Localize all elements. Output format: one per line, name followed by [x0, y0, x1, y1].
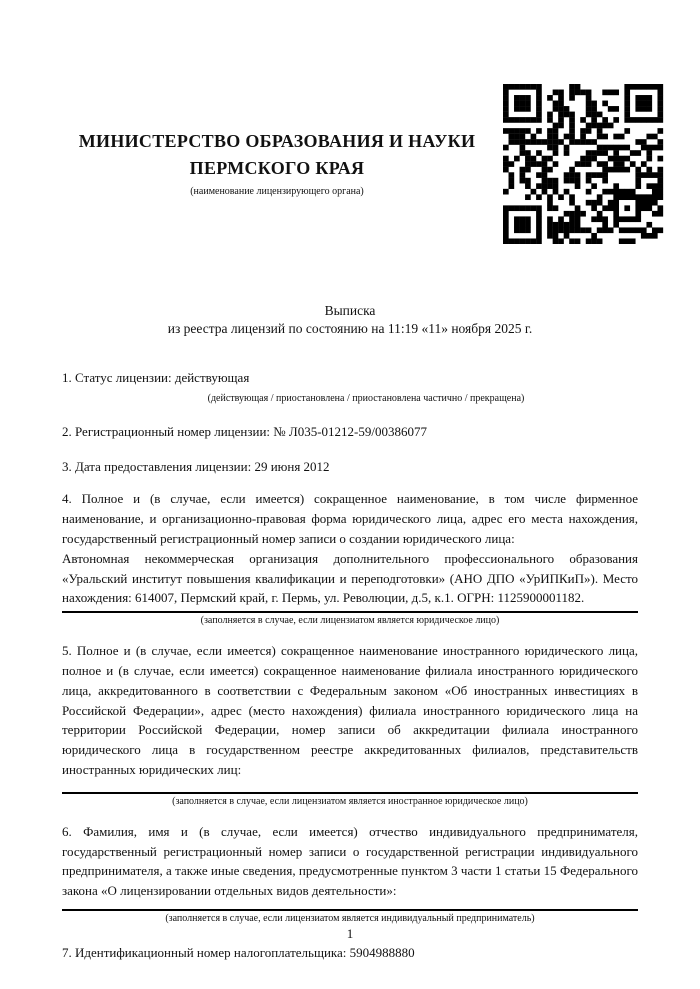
authority-name-line2: ПЕРМСКОГО КРАЯ: [189, 158, 365, 178]
document-title: [0, 302, 700, 337]
licensing-authority-header: [40, 128, 514, 197]
item5-label: 5. Полное и (в случае, если имеется) сокращенное наименование иностранного юридического лица, полное и (в случае, если имеется) сокращенное наименование филиала иностранного юридического лица, аккредитованного в соответствии с Федеральным законом «Об иностранных инвестициях в Российской Федерации», адрес (место нахождения) филиала иностранного юридического лица на территории Российской Федерации, номер записи об аккредитации филиала иностранного юридического лица в государственном реестре аккредитованных филиалов, представительств иностранных юридических лиц:: [62, 643, 638, 777]
item4-caption: (заполняется в случае, если лицензиатом является юридическое лицо): [200, 615, 500, 627]
item1-status: 1. Статус лицензии: действующая: [62, 370, 250, 385]
item3-grant-date: 3. Дата предоставления лицензии: 29 июня 2012: [62, 458, 330, 474]
title-line1: Выписка: [324, 303, 376, 318]
authority-name-line1: МИНИСТЕРСТВО ОБРАЗОВАНИЯ И НАУКИ: [78, 131, 476, 151]
item4-fill-line: [62, 611, 638, 613]
document-body: [62, 368, 638, 963]
item6-caption: (заполняется в случае, если лицензиатом является индивидуальный предприниматель): [165, 912, 535, 924]
qr-code: [502, 84, 664, 244]
item1-caption: (действующая / приостановлена / приостановлена частично / прекращена): [207, 392, 525, 404]
item6-fill-line: [62, 909, 638, 911]
item4-label: 4. Полное и (в случае, если имеется) сокращенное наименование, в том числе фирменное наименование, и организационно-правовая форма юридического лица, адрес его места нахождения, государственный регистрационный номер записи о создании юридического лица:: [62, 491, 638, 546]
item5-fill-line: [62, 792, 638, 794]
item2-registration-number: 2. Регистрационный номер лицензии: № Л035-01212-59/00386077: [62, 423, 428, 439]
item4-value: Автономная некоммерческая организация дополнительного профессионального образования «Уральский институт повышения квалификации и переподготовки» (АНО ДПО «УрИПКиП»). Место нахождения: 614007, Пермский край, г. Пермь, ул. Революции, д.5, к.1. ОГРН: 1125900001182.: [62, 550, 638, 606]
item5-caption: (заполняется в случае, если лицензиатом является иностранное юридическое лицо): [172, 795, 528, 807]
item7-inn: 7. Идентификационный номер налогоплательщика: 5904988880: [62, 944, 415, 960]
item6-label: 6. Фамилия, имя и (в случае, если имеется) отчество индивидуального предпринимателя, государственный регистрационный номер записи о государственной регистрации индивидуального предпринимателя, а также иные сведения, предусмотренные пунктом 3 части 1 статьи 15 Федерального закона «О лицензировании отдельных видов деятельности»:: [62, 823, 638, 899]
authority-caption: (наименование лицензирующего органа): [190, 186, 364, 197]
title-line2: из реестра лицензий по состоянию на 11:19 «11» ноября 2025 г.: [167, 320, 533, 336]
page-number: 1: [346, 926, 354, 941]
